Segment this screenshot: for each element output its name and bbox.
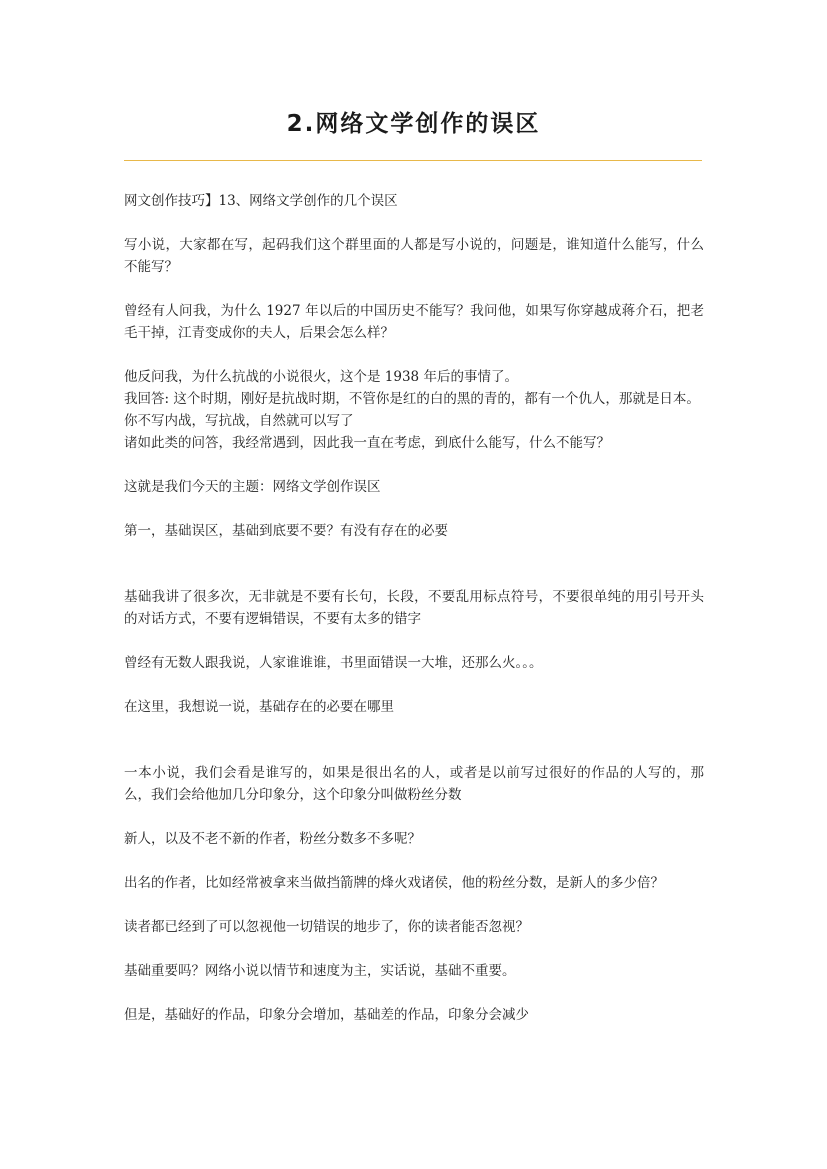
paragraph: 网文创作技巧】13、网络文学创作的几个误区 (124, 193, 398, 209)
title-divider (124, 160, 702, 161)
paragraph: 这就是我们今天的主题：网络文学创作误区 (124, 479, 381, 495)
paragraph: 一本小说，我们会看是谁写的，如果是很出名的人，或者是以前写过很好的作品的人写的，那么，我们会给他加几分印象分，这个印象分叫做粉丝分数 (124, 765, 704, 803)
paragraph: 出名的作者，比如经常被拿来当做挡箭牌的烽火戏诸侯，他的粉丝分数，是新人的多少倍？ (124, 875, 664, 891)
paragraph: 你不写内战，写抗战，自然就可以写了 (124, 413, 354, 429)
paragraph: 写小说，大家都在写，起码我们这个群里面的人都是写小说的，问题是，谁知道什么能写，什么不能写？ (124, 237, 704, 275)
paragraph: 诸如此类的问答，我经常遇到，因此我一直在考虑，到底什么能写，什么不能写？ (124, 435, 610, 451)
paragraph: 基础重要吗？网络小说以情节和速度为主，实话说，基础不重要。 (124, 963, 516, 979)
paragraph: 曾经有人问我，为什么 1927 年以后的中国历史不能写？我问他，如果写你穿越成蒋介石，把老毛干掉，江青变成你的夫人，后果会怎么样？ (124, 303, 704, 341)
document-body (124, 190, 704, 1048)
paragraph: 他反问我，为什么抗战的小说很火，这个是 1938 年后的事情了。 (124, 369, 518, 385)
paragraph: 在这里，我想说一说，基础存在的必要在哪里 (124, 699, 394, 715)
paragraph: 我回答: 这个时期，刚好是抗战时期，不管你是红的白的黑的青的，都有一个仇人，那就是日本。 (124, 391, 700, 407)
paragraph: 新人，以及不老不新的作者，粉丝分数多不多呢？ (124, 831, 421, 847)
paragraph: 但是，基础好的作品，印象分会增加，基础差的作品，印象分会减少 (124, 1007, 529, 1023)
section-heading: 第一，基础误区，基础到底要不要？有没有存在的必要 (124, 523, 448, 539)
page-title: 2.网络文学创作的误区 (286, 111, 541, 137)
paragraph: 曾经有无数人跟我说，人家谁谁谁，书里面错误一大堆，还那么火。。。 (124, 655, 543, 671)
paragraph: 基础我讲了很多次，无非就是不要有长句，长段，不要乱用标点符号，不要很单纯的用引号开头的对话方式，不要有逻辑错误，不要有太多的错字 (124, 589, 704, 627)
paragraph: 读者都已经到了可以忽视他一切错误的地步了，你的读者能否忽视？ (124, 919, 529, 935)
